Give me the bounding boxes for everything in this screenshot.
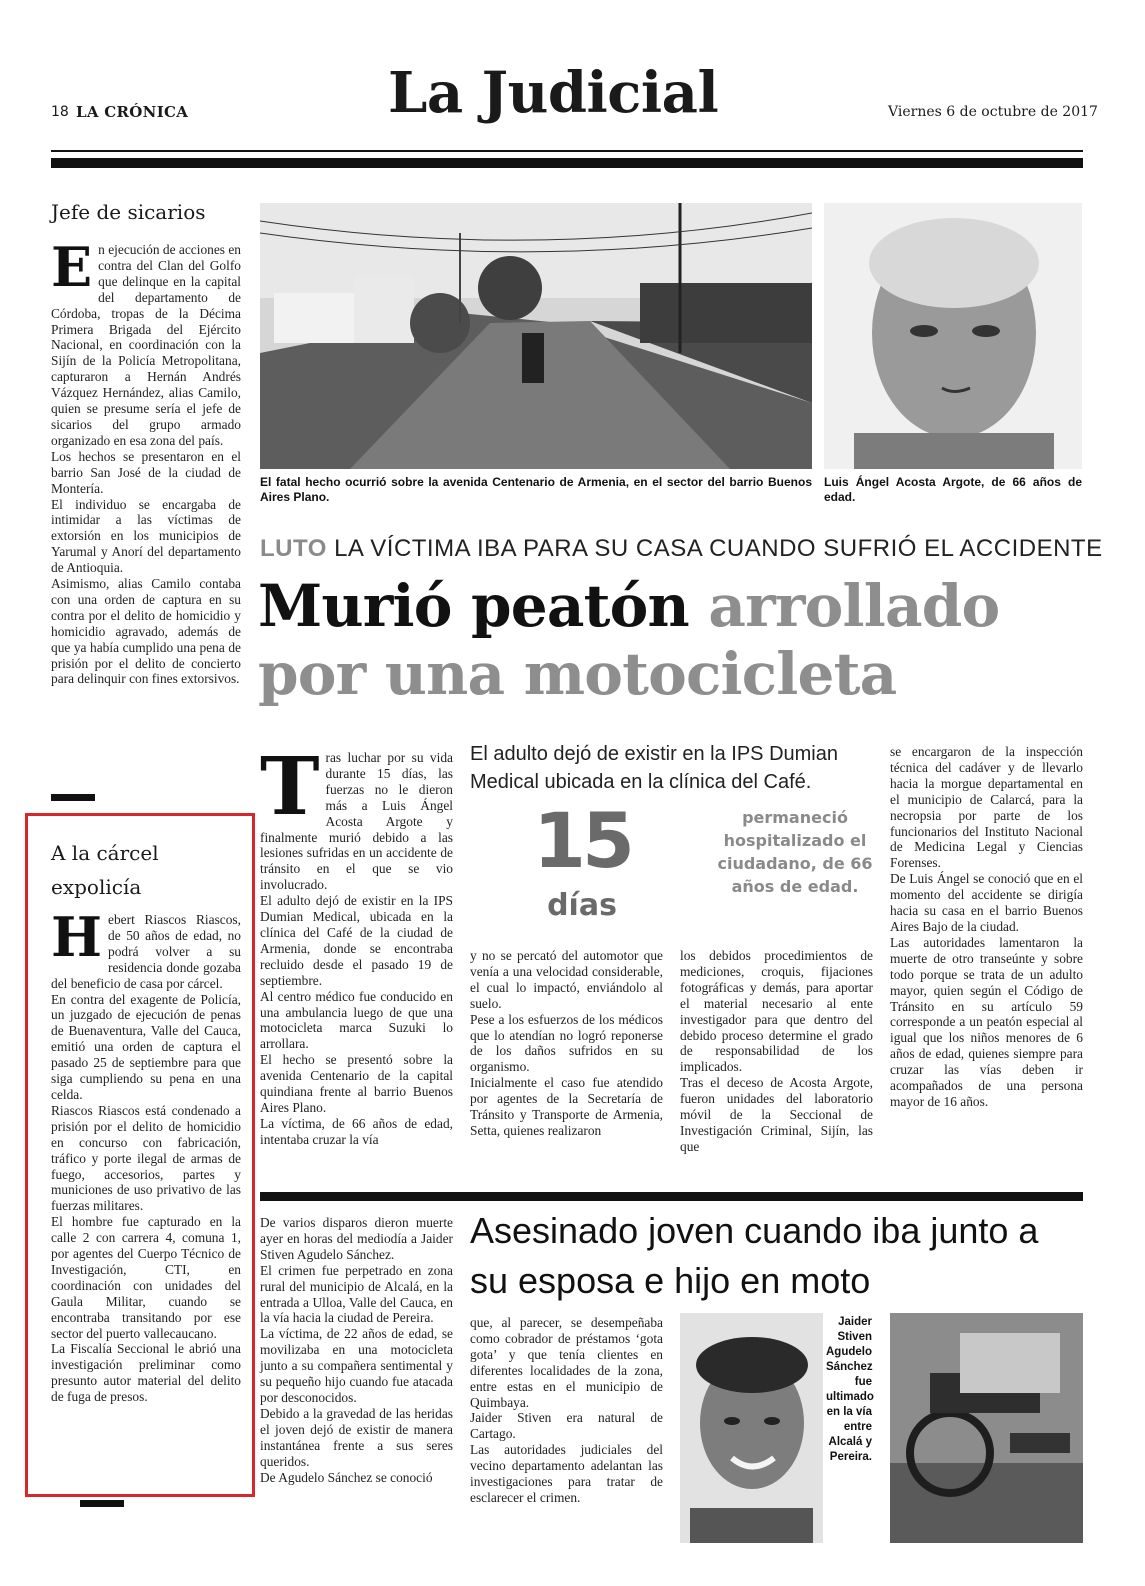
kicker-label: LUTO	[260, 535, 327, 562]
main-dropcap: T	[260, 739, 320, 833]
second-col1	[260, 1215, 453, 1485]
sidebar1-paragraph: Asimismo, alias Camilo contaba con una orden de captura en su contra por el delito de homicidio y homicidio agravado, además de que ya había cumplido una pena de prisión por el delito de concierto para delinquir con fines extorsivos.	[51, 576, 241, 687]
kicker-text: LA VÍCTIMA IBA PARA SU CASA CUANDO SUFRIÓ EL ACCIDENTE	[334, 535, 1103, 562]
main-col2-paragraph: Pese a los esfuerzos de los médicos que lo atendían no logró reponerse de los daños sufridos en su organismo.	[470, 1011, 663, 1075]
crime-scene-photo	[890, 1313, 1083, 1543]
sidebar2-body	[51, 905, 241, 1405]
stat-number: 15	[533, 796, 631, 885]
paper-name: LA CRÓNICA	[76, 103, 189, 121]
sidebar2-dropcap: H	[51, 905, 103, 969]
story-kicker	[260, 535, 1103, 563]
sidebar2-paragraph: Riascos Riascos está condenado a prisión por el delito de homicidio en concurso con fabricación, tráfico y porte ilegal de armas de fuego, accesorios, partes y municiones de uso privativo de las fuerzas militares.	[51, 1102, 241, 1214]
second-photo-caption: Jaider Stiven Agudelo Sánchez fue ultimado en la vía entre Alcalá y Pereira.	[826, 1316, 874, 1463]
sidebar1-paragraph: n ejecución de acciones en contra del Clan del Golfo que delinque en la capital del departamento de Córdoba, tropas de la Décima Primera Brigada del Ejército Nacional, en coordinación con la Sijín de la Policía Metropolitana, capturaron a Hernán Andrés Vázquez Hernández, alias Camilo, quien se presume sería el jefe de sicarios del grupo armado organizado en esa zona del país.	[51, 242, 241, 448]
page-number: 18	[51, 104, 69, 120]
main-col4-paragraph: Las autoridades lamentaron la muerte de otro transeúnte y sobre todo porque se trata de un adulto mayor, quien según el Código de Tránsito en su artículo 59 corresponde a un peatón especial al igual que los niños menores de 6 años de edad, quienes siempre para cruzar las vías deben ir acompañados de una persona mayor de 16 años.	[890, 934, 1083, 1109]
header-rule-thick	[51, 158, 1083, 168]
second-col2-paragraph: Las autoridades judiciales del vecino departamento adelantan las investigaciones para tratar de esclarecer el crimen.	[470, 1442, 663, 1505]
portrait-image	[824, 203, 1082, 469]
street-photo-caption: El fatal hecho ocurrió sobre la avenida Centenario de Armenia, en el sector del barrio Buenos Aires Plano.	[260, 475, 812, 504]
second-headline: Asesinado joven cuando iba junto a su esposa e hijo en moto	[470, 1210, 1039, 1301]
header-rule-thin	[51, 150, 1083, 152]
second-col2-paragraph: Jaider Stiven era natural de Cartago.	[470, 1410, 663, 1442]
second-col2	[470, 1315, 663, 1506]
sidebar1-body	[51, 235, 241, 687]
main-col2	[470, 948, 663, 1139]
young-man-portrait-image	[680, 1313, 823, 1543]
headline-gray-line: por una motocicleta	[258, 640, 897, 708]
main-headline	[258, 572, 1088, 708]
stat-text: permaneció hospitalizado el ciudadano, de 66 años de edad.	[717, 808, 873, 896]
second-col1-paragraph: Debido a la gravedad de las heridas el joven dejó de existir de manera instantánea frente a sus seres queridos.	[260, 1405, 453, 1469]
main-col4-paragraph: se encargaron de la inspección técnica del cadáver y de llevarlo hacia la morgue departamental en el municipio de Calarcá, para la necropsia por parte de los funcionarios del Instituto Nacional de Medicina Legal y Ciencias Forenses.	[890, 744, 1083, 871]
second-col1-paragraph: La víctima, de 22 años de edad, se movilizaba en una motocicleta junto a su compañera sentimental y su pequeño hijo cuando fue atacada por desconocidos.	[260, 1326, 453, 1405]
main-col4	[890, 744, 1083, 1110]
main-col4-paragraph: De Luis Ángel se conoció que en el momento del accidente se dirigía hacia su casa en el barrio Buenos Aires Bajo de la ciudad.	[890, 871, 1083, 934]
motorcycle-scene-image	[890, 1313, 1083, 1543]
street-photo	[260, 203, 812, 469]
sidebar2-paragraph: El hombre fue capturado en la calle 2 con carrera 4, comuna 1, por agentes del Cuerpo Técnico de Investigación, CTI, en coordinación con unidades del Gaula Militar, cuando se encontraba transitando por ese sector del puerto vallecaucano.	[51, 1214, 241, 1341]
second-col1-paragraph: De Agudelo Sánchez se conoció	[260, 1469, 433, 1485]
sidebar1-title: Jefe de sicarios	[51, 200, 206, 224]
second-col1-paragraph: De varios disparos dieron muerte ayer en horas del mediodía a Jaider Stiven Agudelo Sánchez.	[260, 1215, 453, 1262]
sidebar1-dropcap: E	[51, 235, 93, 299]
young-man-photo	[680, 1313, 823, 1543]
main-col3-paragraph: Tras el deceso de Acosta Argote, fueron unidades del laboratorio móvil de la Seccional de Investigación Criminal, Sijín, las que	[680, 1075, 873, 1154]
main-col3	[680, 948, 873, 1155]
main-col2-paragraph: Inicialmente el caso fue atendido por agentes de la Secretaría de Tránsito y Transporte de Armenia, Setta, quienes realizaron	[470, 1075, 663, 1138]
main-col1-paragraph: El hecho se presentó sobre la avenida Centenario de la capital quindiana frente al barrio Buenos Aires Plano.	[260, 1052, 453, 1115]
sidebar2-title: A la cárcel expolicía	[51, 841, 159, 899]
stat-unit: días	[547, 888, 617, 923]
section-title: La Judicial	[388, 60, 719, 126]
date-line: Viernes 6 de octubre de 2017	[888, 104, 1098, 120]
street-scene-image	[260, 203, 812, 469]
main-col2-paragraph: y no se percató del automotor que venía a una velocidad considerable, el cual lo impactó, enviándolo al suelo.	[470, 948, 663, 1011]
main-col1-paragraph: El adulto dejó de existir en la IPS Dumian Medical, ubicada en la clínica del Café de la ciudad de Armenia, donde se encontraba recluido desde el pasado 19 de septiembre.	[260, 893, 453, 988]
main-col3-paragraph: los debidos procedimientos de mediciones, croquis, fijaciones fotográficas y demás, para aportar el material necesario al ente investigador para que dentro del debido proceso determine el grado de responsabilidad de los implicados.	[680, 948, 873, 1075]
story-divider	[260, 1192, 1083, 1201]
second-col1-paragraph: El crimen fue perpetrado en zona rural del municipio de Alcalá, en la entrada a Ulloa, Valle del Cauca, en la vía hacia la ciudad de Pereira.	[260, 1262, 453, 1326]
main-col1	[260, 739, 453, 1148]
sidebar1-end-rule	[51, 794, 95, 801]
victim-portrait-photo	[824, 203, 1082, 469]
story-deck: El adulto dejó de existir en la IPS Dumian Medical ubicada en la clínica del Café.	[470, 743, 838, 793]
sidebar1-paragraph: Los hechos se presentaron en el barrio San José de la ciudad de Montería.	[51, 448, 241, 496]
portrait-caption: Luis Ángel Acosta Argote, de 66 años de edad.	[824, 475, 1082, 504]
sidebar2-paragraph: ebert Riascos Riascos, de 50 años de edad, no podrá volver a su residencia donde gozaba del beneficio de casa por cárcel.	[51, 912, 241, 991]
main-col1-paragraph: La víctima, de 66 años de edad, intentaba cruzar la vía	[260, 1115, 453, 1147]
sidebar1-paragraph: El individuo se encargaba de intimidar a las víctimas de extorsión en los municipios de Yarumal y Anorí del departamento de Antioquia.	[51, 496, 241, 576]
headline-black-part: Murió peatón	[258, 572, 689, 640]
main-col1-paragraph: ras luchar por su vida durante 15 días, las fuerzas no le dieron más a Luis Ángel Acosta Argote y finalmente murió debido a las lesiones sufridas en un accidente de tránsito en el que se vio involucrado.	[260, 750, 453, 893]
second-col2-paragraph: que, al parecer, se desempeñaba como cobrador de préstamos ‘gota gota’ y que tenía clientes en diferentes localidades de la zona, entre estas en el municipio de Quimbaya.	[470, 1315, 663, 1410]
sidebar2-paragraph: La Fiscalía Seccional le abrió una investigación preliminar como presunto autor material del delito de fuga de presos.	[51, 1341, 241, 1405]
sidebar2-paragraph: En contra del exagente de Policía, un juzgado de ejecución de penas de Buenaventura, Valle del Cauca, emitió una orden de captura el pasado 25 de septiembre para que siga cumpliendo su pena en una celda.	[51, 991, 241, 1102]
main-col1-paragraph: Al centro médico fue conducido en una ambulancia luego de que una motocicleta marca Suzuki lo arrollara.	[260, 988, 453, 1052]
sidebar2-end-rule	[80, 1500, 124, 1507]
headline-gray-part: arrollado	[708, 572, 1000, 640]
